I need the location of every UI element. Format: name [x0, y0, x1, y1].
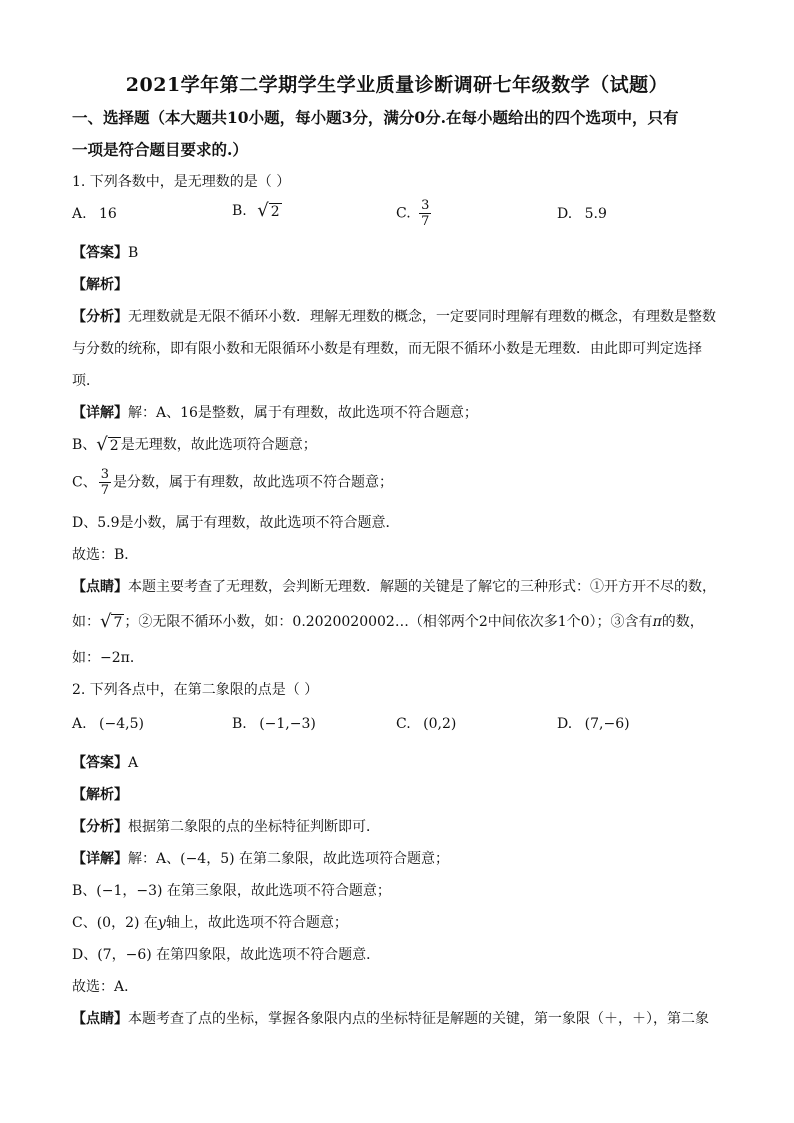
q1-fenxi-line2: 与分数的统称，即有限小数和无限循环小数是有理数，而无限不循环小数是无理数．由此即可判定选择 [72, 341, 702, 357]
page-title: 2021学年第二学期学生学业质量诊断调研七年级数学（试题） [125, 74, 669, 96]
option-letter: B. [232, 203, 247, 219]
q1-dianjing-line2 [72, 612, 704, 632]
fenxi-text: 根据第二象限的点的坐标特征判断即可． [128, 819, 380, 835]
detail-suffix: 是分数，属于有理数，故此选项不符合题意； [113, 474, 393, 491]
q1-option-b [232, 202, 282, 220]
radical-sign-icon: √ [257, 200, 269, 221]
detail-text: 解：A、16是整数，属于有理数，故此选项不符合题意； [128, 405, 478, 421]
detail-prefix: C、(0，2) 在 [72, 915, 158, 931]
answer-value: B [128, 245, 139, 261]
fenxi-label: 【分析】 [72, 819, 128, 835]
q2-detail-c [72, 913, 348, 933]
option-value: (−1,−3) [259, 716, 316, 732]
detail-prefix: C、 [72, 474, 97, 491]
fenxi-text: 无理数就是无限不循环小数．理解无理数的概念，一定要同时理解有理数的概念，有理数是整数 [128, 309, 716, 325]
option-value: 16 [99, 206, 117, 222]
fraction [99, 467, 111, 498]
section-heading-line1: 一、选择题（本大题共10小题，每小题3分，满分0分.在每小题给出的四个选项中，只有 [72, 108, 679, 127]
q2-detail-a [72, 849, 449, 869]
variable-y: y [157, 915, 166, 931]
fraction-denominator: 7 [421, 214, 430, 229]
answer-label: 【答案】 [72, 755, 128, 771]
option-value: 5.9 [584, 206, 607, 222]
q2-detail-b: B、(−1，−3) 在第三象限，故此选项不符合题意； [72, 883, 391, 899]
q2-answer [72, 753, 138, 773]
q1-detail-d: D、5.9是小数，属于有理数，故此选项不符合题意． [72, 515, 400, 531]
radical-sign-icon: √ [96, 434, 108, 455]
radicand: 2 [109, 438, 119, 454]
detail-prefix: B、 [72, 437, 97, 453]
q1-option-a [72, 206, 117, 222]
sqrt-expression [100, 613, 124, 631]
option-letter: A. [72, 716, 87, 732]
q2-analysis-label: 【解析】 [72, 787, 128, 803]
option-letter: C. [396, 716, 411, 732]
dianjing-prefix: 如： [72, 614, 100, 630]
detail-suffix: 轴上，故此选项不符合题意； [165, 915, 348, 931]
option-value: (7,−6) [584, 716, 630, 732]
q1-option-d [557, 206, 607, 222]
option-letter: D. [557, 716, 573, 732]
q2-option-b [232, 716, 316, 732]
dianjing-label: 【点睛】 [72, 1011, 128, 1027]
q1-detail-c [72, 467, 393, 498]
fraction [419, 198, 431, 229]
q2-fenxi [72, 817, 380, 837]
q1-choose: 故选：B． [72, 547, 139, 563]
q2-option-c [396, 716, 456, 732]
fraction-denominator: 7 [100, 483, 109, 498]
dianjing-mid: ；②无限不循环小数，如：0.2020020002…（相邻两个2中间依次多1个0）；③含有 [124, 614, 653, 630]
dianjing-suffix: 的数， [661, 614, 704, 630]
q1-answer [72, 243, 138, 263]
q1-dianjing-line1 [72, 577, 716, 597]
q1-stem: 1. 下列各数中，是无理数的是（ ） [72, 174, 291, 190]
option-value: (0,2) [423, 716, 457, 732]
option-letter: B. [232, 716, 247, 732]
q1-option-c [396, 198, 433, 229]
q2-choose: 故选：A． [72, 979, 139, 995]
q1-fenxi-line1 [72, 307, 716, 327]
radicand: 7 [113, 615, 123, 631]
dianjing-text: 本题考查了点的坐标，掌握各象限内点的坐标特征是解题的关键，第一象限（＋，＋），第二象 [128, 1011, 709, 1027]
pi-symbol: π [652, 614, 662, 630]
q1-fenxi-line3: 项． [72, 373, 100, 389]
sqrt-expression [257, 202, 281, 220]
q2-dianjing-line1 [72, 1009, 709, 1029]
q2-detail-d: D、(7，−6) 在第四象限，故此选项不符合题意． [72, 947, 381, 963]
q1-detail-a [72, 403, 478, 423]
dianjing-text: 本题主要考查了无理数，会判断无理数．解题的关键是了解它的三种形式：①开方开不尽的数， [128, 579, 716, 595]
fenxi-label: 【分析】 [72, 309, 128, 325]
option-value: (−4,5) [99, 716, 144, 732]
detail-label: 【详解】 [72, 405, 128, 421]
option-letter: D. [557, 206, 573, 222]
section-heading-line2: 一项是符合题目要求的.） [72, 140, 248, 159]
detail-suffix: 是无理数，故此选项符合题意； [120, 437, 317, 453]
answer-value: A [128, 755, 139, 771]
sqrt-expression [96, 436, 120, 454]
q1-dianjing-line3: 如：−2π． [72, 650, 144, 666]
radicand: 2 [270, 204, 280, 220]
q1-analysis-label: 【解析】 [72, 277, 128, 293]
option-letter: C. [396, 205, 411, 222]
q2-option-d [557, 716, 630, 732]
option-letter: A. [72, 206, 87, 222]
q1-detail-b [72, 435, 317, 455]
detail-text: 解：A、(−4，5) 在第二象限，故此选项符合题意； [128, 851, 450, 867]
fraction-numerator: 3 [100, 467, 109, 482]
detail-label: 【详解】 [72, 851, 128, 867]
fraction-numerator: 3 [421, 198, 430, 213]
q2-stem: 2. 下列各点中，在第二象限的点是（ ） [72, 682, 319, 698]
answer-label: 【答案】 [72, 245, 128, 261]
dianjing-label: 【点睛】 [72, 579, 128, 595]
q2-option-a [72, 716, 144, 732]
radical-sign-icon: √ [100, 611, 112, 632]
